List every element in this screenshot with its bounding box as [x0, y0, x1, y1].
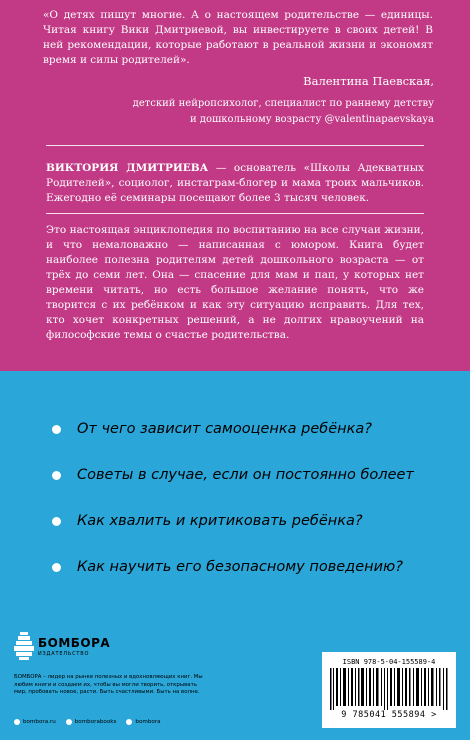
telegram-icon — [126, 719, 132, 725]
social-link[interactable] — [66, 719, 117, 725]
bullet-dot-icon — [52, 517, 61, 526]
review-author: Валентина Паевская, — [303, 74, 434, 88]
publisher-blurb: БОМБОРА – лидер на рынке полезных и вдохновляющих книг. Мы любим книги и создаем их, чтобы вы могли творить, открывать мир, пробовать новое, расти. Быть счастливыми. Быть на волне. — [14, 674, 203, 696]
publisher-name: БОМБОРА — [38, 636, 111, 650]
author-desc-line-1: детский нейропсихолог, специалист по раннему детству — [132, 98, 434, 109]
bullet-item — [52, 498, 412, 544]
book-description: Это настоящая энциклопедия по воспитанию на все случаи жизни, и что немаловажно — написанная с юмором. Книга будет наиболее полезна родителям детей дошкольного возраста — от трёх до семи лет. Она — спасение для мам и пап, у которых нет времени читать, но есть большое желание понять, что же творится с их ребёнком и как эту ситуацию исправить. Для тех, кто хочет конкретных решений, а не долгих нравоучений на философские темы о счастье родительства. — [46, 224, 424, 341]
social-link[interactable] — [126, 719, 160, 725]
isbn-text: ISBN 978-5-04-155589-4 — [342, 658, 436, 666]
bullet-text: Как научить его безопасному поведению? — [77, 559, 403, 575]
bullet-text: Как хвалить и критиковать ребёнка? — [77, 513, 363, 529]
bullet-text: От чего зависит самооценка ребёнка? — [77, 421, 372, 437]
bullet-item — [52, 406, 412, 452]
publisher-socials — [14, 719, 161, 725]
barcode-panel — [322, 652, 456, 728]
vk-icon — [14, 719, 20, 725]
author-desc-line-2: и дошкольному возрасту @valentinapaevskaya — [189, 114, 434, 125]
barcode-number: 9 785041 555894 > — [341, 710, 437, 720]
review-author-description — [104, 96, 434, 128]
divider-top — [46, 145, 424, 146]
barcode-icon — [330, 668, 448, 710]
bullet-item — [52, 544, 412, 590]
bullet-item — [52, 452, 412, 498]
bullet-text: Советы в случае, если он постоянно болеет — [77, 467, 414, 483]
bombora-logo-icon — [14, 632, 34, 662]
bullet-list — [52, 406, 412, 590]
social-label: bomborabooks — [74, 719, 117, 725]
review-quote: «О детях пишут многие. А о настоящем родительстве — единицы. Читая книгу Вики Дмитриевой, вы инвестируете в своих детей! В ней рекомендации, которые работают в реальной жизни и экономят время и силы родителей». — [43, 9, 433, 66]
social-link[interactable] — [14, 719, 56, 725]
publisher-subtitle: ИЗДАТЕЛЬСТВО — [38, 651, 90, 657]
author-bio-text: — основатель «Школы Адекватных Родителей», социолог, инстаграм-блогер и мама троих мальчиков. Ежегодно её семинары посещают более 3 тысяч человек. — [46, 162, 424, 204]
publisher-logo — [14, 630, 154, 664]
bullet-dot-icon — [52, 471, 61, 480]
bullet-dot-icon — [52, 563, 61, 572]
author-bio — [46, 161, 424, 206]
social-label: bombora — [135, 719, 161, 725]
social-label: bombora.ru — [23, 719, 56, 725]
instagram-icon — [66, 719, 72, 725]
bullet-dot-icon — [52, 425, 61, 434]
divider-bottom — [46, 213, 424, 214]
author-bio-name: ВИКТОРИЯ ДМИТРИЕВА — [46, 162, 209, 174]
